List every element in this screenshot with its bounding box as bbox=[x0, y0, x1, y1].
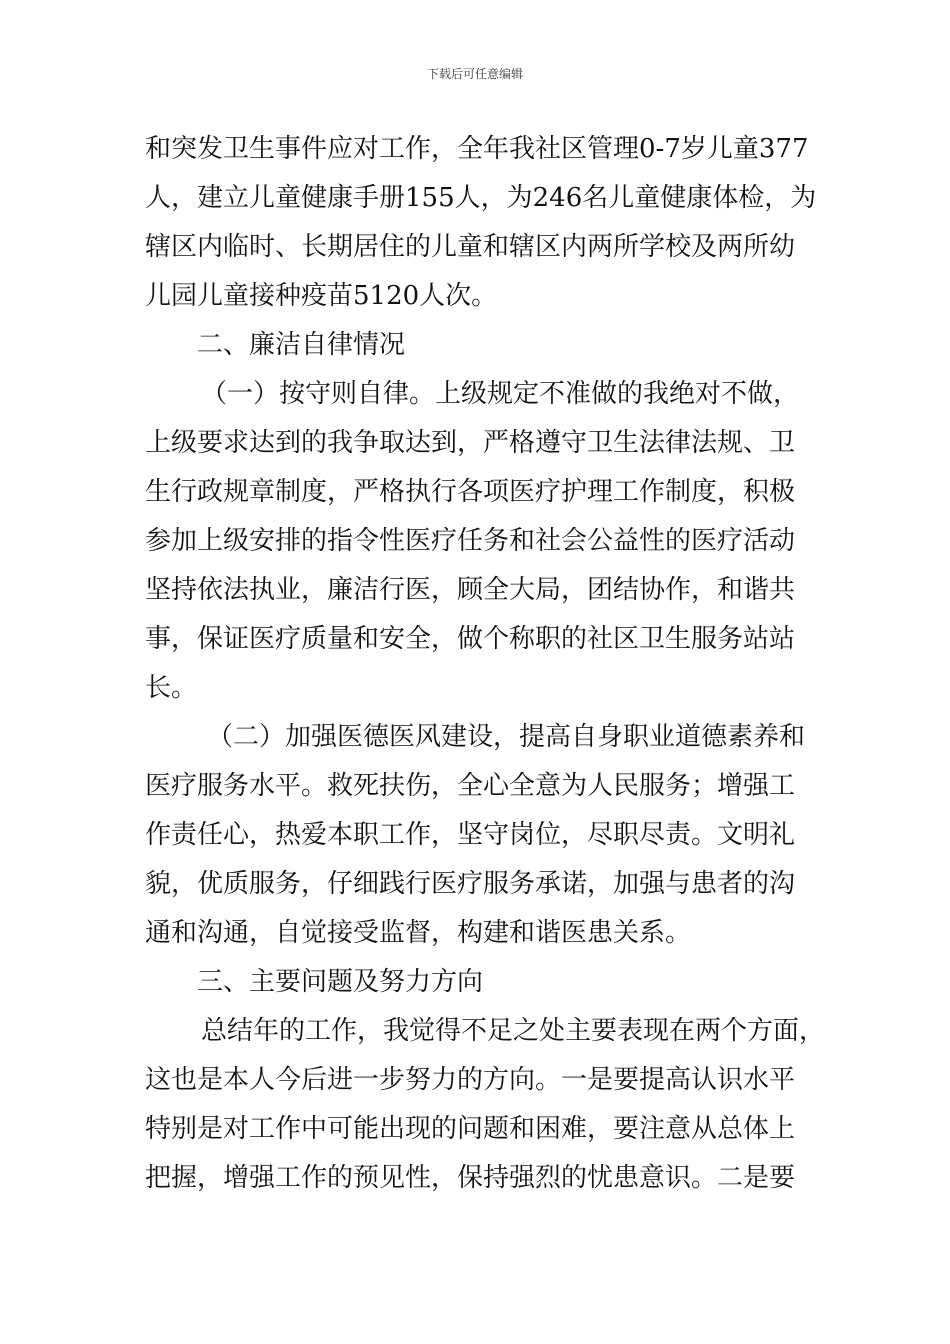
text-line: 作责任心，热爱本职工作，坚守岗位，尽职尽责。文明礼 bbox=[145, 820, 796, 850]
text-line: 通和沟通，自觉接受监督，构建和谐医患关系。 bbox=[145, 918, 692, 948]
text-line: 把握，增强工作的预见性，保持强烈的忧患意识。二是要 bbox=[145, 1163, 796, 1193]
text-line: 医疗服务水平。救死扶伤，全心全意为人民服务；增强工 bbox=[145, 771, 796, 801]
text-line: 参加上级安排的指令性医疗任务和社会公益性的医疗活动 bbox=[145, 526, 796, 556]
text-line: 和突发卫生事件应对工作，全年我社区管理0-7岁儿童377 bbox=[145, 134, 809, 164]
text-line: 特别是对工作中可能出现的问题和困难，要注意从总体上 bbox=[145, 1114, 796, 1144]
text-line: 貌，优质服务，仔细践行医疗服务承诺，加强与患者的沟 bbox=[145, 869, 796, 899]
text-line: 生行政规章制度，严格执行各项医疗护理工作制度，积极 bbox=[145, 477, 796, 507]
text-line: （一）按守则自律。上级规定不准做的我绝对不做， bbox=[201, 379, 800, 409]
text-line: 总结年的工作，我觉得不足之处主要表现在两个方面， bbox=[201, 1016, 826, 1046]
text-line: 三、主要问题及努力方向 bbox=[197, 967, 484, 997]
text-line: 长。 bbox=[145, 673, 198, 703]
body-text bbox=[145, 125, 825, 1203]
text-line: 坚持依法执业，廉洁行医，顾全大局，团结协作，和谐共 bbox=[145, 575, 796, 605]
text-line: 辖区内临时、长期居住的儿童和辖区内两所学校及两所幼 bbox=[145, 232, 796, 262]
text-line: 儿园儿童接种疫苗5120人次。 bbox=[145, 281, 498, 311]
text-line: 二、廉洁自律情况 bbox=[197, 330, 406, 360]
text-line: 上级要求达到的我争取达到，严格遵守卫生法律法规、卫 bbox=[145, 428, 796, 458]
text-line: 事，保证医疗质量和安全，做个称职的社区卫生服务站站 bbox=[145, 624, 796, 654]
text-line: 人，建立儿童健康手册155人，为246名儿童健康体检，为 bbox=[145, 183, 817, 213]
text-line: （二）加强医德医风建设，提高自身职业道德素养和 bbox=[207, 722, 806, 752]
text-line: 这也是本人今后进一步努力的方向。一是要提高认识水平 bbox=[145, 1065, 796, 1095]
page-header: 下载后可任意编辑 bbox=[426, 67, 523, 81]
